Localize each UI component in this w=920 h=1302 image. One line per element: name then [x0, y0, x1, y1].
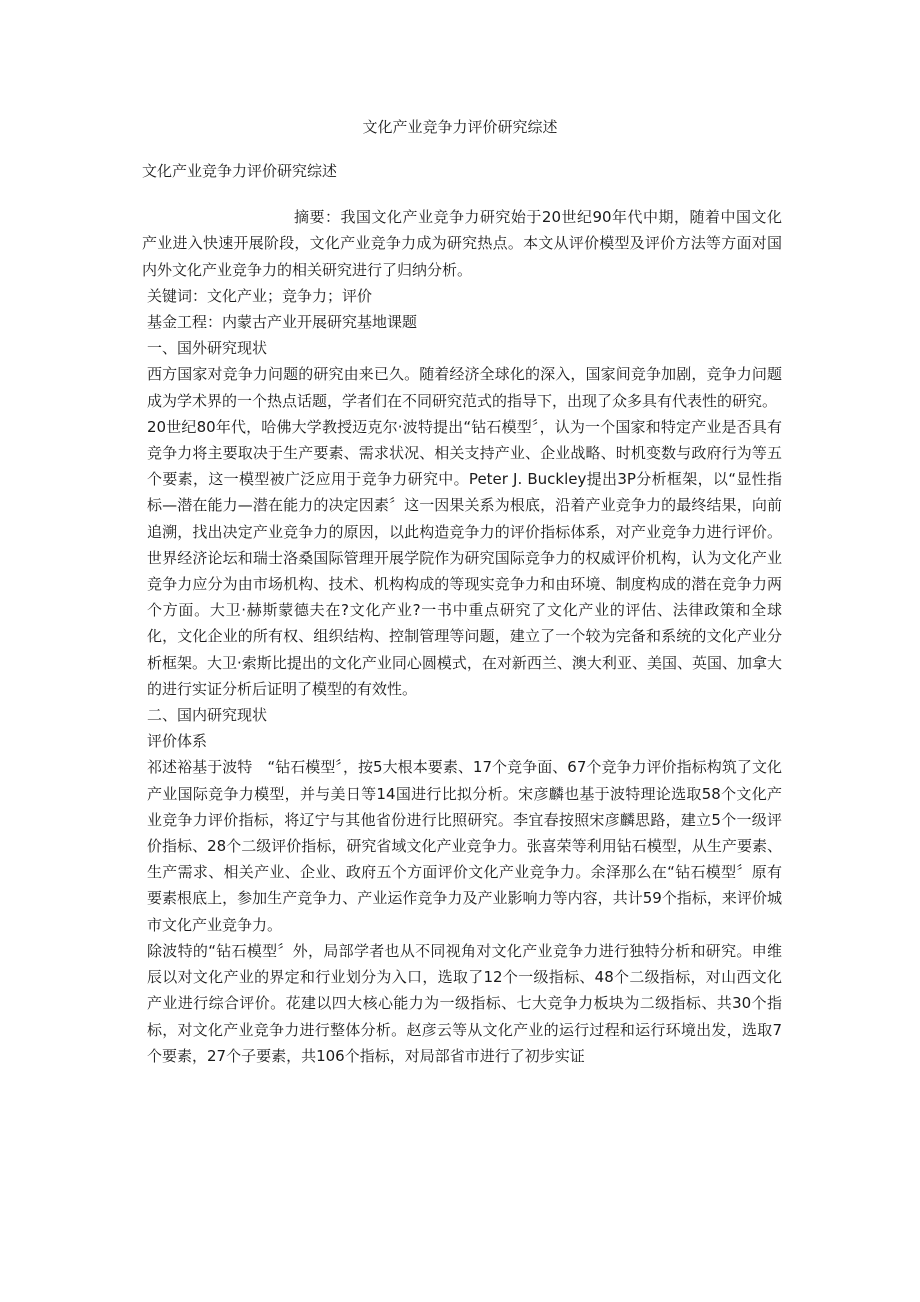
section-heading: 二、国内研究现状 — [147, 706, 268, 725]
body-paragraph: 20世纪80年代，哈佛大学教授迈克尔·波特提出“钻石模型〞，认为一个国家和特定产业是否具有竞争力将主要取决于生产要素、需求状况、相关支持产业、企业战略、时机变数与政府行为等五个要素，这一模型被广泛应用于竞争力研究中。Peter J. Buckley提出3P分析框架，以“显性指标—潜在能力—潜在能力的决定因素〞这一因果关系为根底，沿着产业竞争力的最终结果，向前追溯，找出决定产业竞争力的原因，以此构造竞争力的评价指标体系，对产业竞争力进行评价。世界经济论坛和瑞士洛桑国际管理开展学院作为研究国际竞争力的权威评价机构，认为文化产业竞争力应分为由市场机构、技术、机构构成的等现实竞争力和由环境、制度构成的潜在竞争力两个方面。大卫·赫斯蒙德夫在?文化产业?一书中重点研究了文化产业的评估、法律政策和全球化，文化企业的所有权、组织结构、控制管理等问题，建立了一个较为完备和系统的文化产业分析框架。大卫·索斯比提出的文化产业同心圆模式，在对新西兰、澳大利亚、美国、英国、加拿大的进行实证分析后证明了模型的有效性。 — [147, 417, 782, 698]
keywords-line: 关键词：文化产业；竞争力；评价 — [147, 286, 373, 305]
body-paragraph: 祁述裕基于波特 “钻石模型〞，按5大根本要素、17个竞争面、67个竞争力评价指标构筑了文化产业国际竞争力模型，并与美日等14国进行比拟分析。宋彦麟也基于波特理论选取58个文化产业竞争力评价指标，将辽宁与其他省份进行比照研究。李宜春按照宋彦麟思路，建立5个一级评价指标、28个二级评价指标，研究省域文化产业竞争力。张喜荣等利用钻石模型，从生产要素、生产需求、相关产业、企业、政府五个方面评价文化产业竞争力。余泽那么在“钻石模型〞原有要素根底上，参加生产竞争力、产业运作竞争力及产业影响力等内容，共计59个指标，来评价城市文化产业竞争力。 — [147, 758, 782, 934]
abstract-paragraph: 摘要：我国文化产业竞争力研究始于20世纪90年代中期，随着中国文化产业进入快速开展阶段，文化产业竞争力成为研究热点。本文从评价模型及评价方法等方面对国内外文化产业竞争力的相关研究进行了归纳分析。 — [142, 208, 782, 279]
subsection-heading: 评价体系 — [147, 732, 208, 751]
document-subtitle: 文化产业竞争力评价研究综述 — [142, 162, 338, 180]
fund-line: 基金工程：内蒙古产业开展研究基地课题 — [147, 313, 418, 332]
document-body — [142, 158, 782, 1069]
document-title: 文化产业竞争力评价研究综述 — [362, 118, 558, 136]
body-paragraph: 西方国家对竞争力问题的研究由来已久。随着经济全球化的深入，国家间竞争加剧，竞争力问题成为学术界的一个热点话题，学者们在不同研究范式的指导下，出现了众多具有代表性的研究。 — [147, 365, 782, 410]
body-paragraph: 除波特的“钻石模型〞外，局部学者也从不同视角对文化产业竞争力进行独特分析和研究。申维辰以对文化产业的界定和行业划分为入口，选取了12个一级指标、48个二级指标，对山西文化产业进行综合评价。花建以四大核心能力为一级指标、七大竞争力板块为二级指标、共30个指标，对文化产业竞争力进行整体分析。赵彦云等从文化产业的运行过程和运行环境出发，选取7个要素，27个子要素，共106个指标，对局部省市进行了初步实证 — [147, 941, 782, 1065]
section-heading: 一、国外研究现状 — [147, 339, 268, 358]
